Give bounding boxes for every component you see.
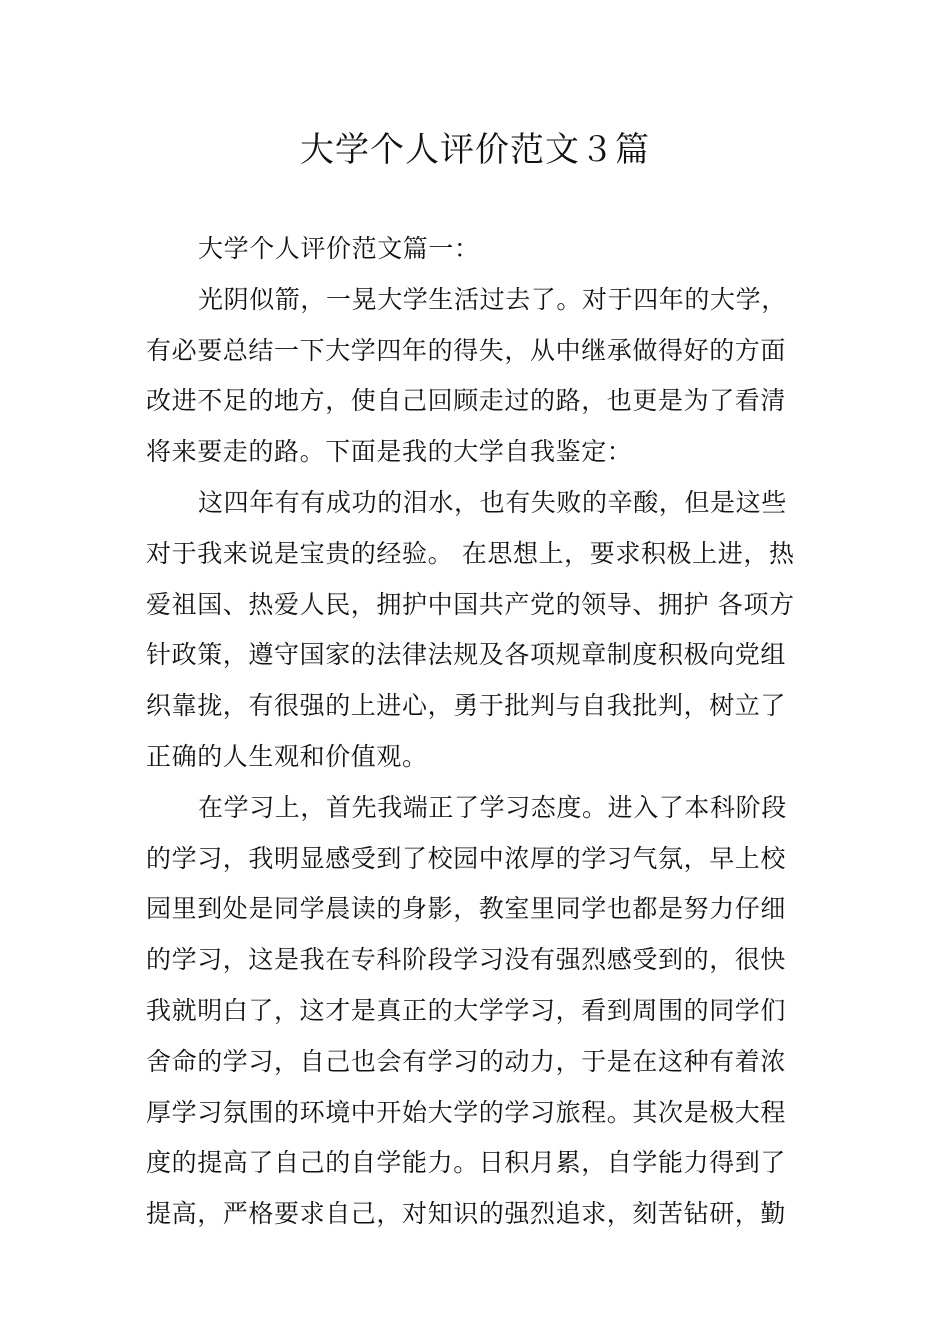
text-line: 爱祖国、热爱人民，拥护中国共产党的领导、拥护 各项方 [146, 589, 795, 619]
text-line: 这四年有有成功的泪水，也有失败的辛酸，但是这些 [198, 487, 787, 517]
text-line: 正确的人生观和价值观。 [146, 741, 428, 771]
text-line: 织靠拢，有很强的上进心，勇于批判与自我批判，树立了 [146, 691, 787, 721]
text-line: 在学习上，首先我端正了学习态度。进入了本科阶段 [198, 792, 787, 822]
text-line: 园里到处是同学晨读的身影，教室里同学也都是努力仔细 [146, 894, 787, 924]
text-line: 有必要总结一下大学四年的得失，从中继承做得好的方面 [146, 335, 787, 365]
text-line: 度的提高了自己的自学能力。日积月累，自学能力得到了 [146, 1148, 787, 1178]
text-line: 的学习，这是我在专科阶段学习没有强烈感受到的，很快 [146, 945, 787, 975]
text-line: 对于我来说是宝贵的经验。 在思想上，要求积极上进，热 [146, 538, 795, 568]
text-line: 厚学习氛围的环境中开始大学的学习旅程。其次是极大程 [146, 1097, 787, 1127]
text-line: 改进不足的地方，使自己回顾走过的路，也更是为了看清 [146, 386, 787, 416]
text-line: 提高，严格要求自己，对知识的强烈追求，刻苦钻研，勤 [146, 1199, 787, 1229]
document-body [146, 224, 806, 1240]
text-line: 将来要走的路。下面是我的大学自我鉴定： [146, 437, 633, 467]
text-line: 的学习，我明显感受到了校园中浓厚的学习气氛，早上校 [146, 843, 787, 873]
section-heading: 大学个人评价范文篇一： [198, 234, 480, 263]
text-line: 我就明白了，这才是真正的大学学习，看到周围的同学们 [146, 995, 787, 1025]
text-line: 光阴似箭，一晃大学生活过去了。对于四年的大学， [198, 284, 787, 314]
text-line: 针政策，遵守国家的法律法规及各项规章制度积极向党组 [146, 640, 787, 670]
text-line: 舍命的学习，自己也会有学习的动力，于是在这种有着浓 [146, 1046, 787, 1076]
document-title: 大学个人评价范文３篇 [300, 130, 650, 170]
